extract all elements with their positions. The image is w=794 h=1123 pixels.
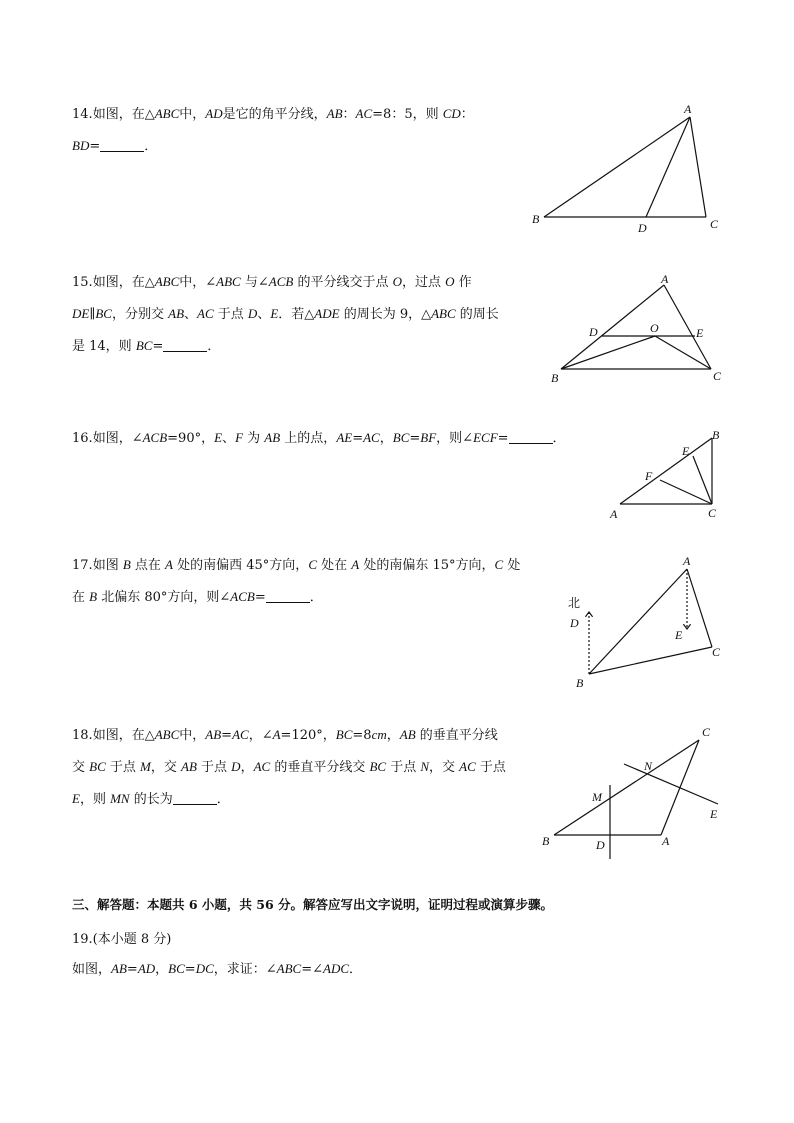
label-e: E	[696, 326, 704, 340]
question-16-line-1: 16.如图，∠ACB=90°，E、F 为 AB 上的点，AE=AC，BC=BF，则∠ECF= ．	[72, 430, 566, 446]
segment-ab	[589, 569, 687, 674]
question-18-line-3: E，则 MN 的长为 ．	[72, 791, 230, 807]
label-b: B	[576, 676, 584, 690]
figure-17	[560, 550, 740, 695]
perp-bisector-ac	[624, 764, 718, 804]
segment-ac	[690, 117, 706, 217]
label-f: F	[645, 469, 653, 483]
segment-bo	[561, 336, 655, 369]
label-d: D	[589, 325, 598, 339]
label-e: E	[682, 444, 690, 458]
question-15-line-1: 15.如图，在△ABC中，∠ABC 与∠ACB 的平分线交于点 O，过点 O 作	[72, 274, 472, 290]
label-c: C	[708, 506, 717, 520]
question-18	[72, 719, 506, 815]
question-17-line-1: 17.如图 B 点在 A 处的南偏西 45°方向，C 处在 A 处的南偏东 15°方向，C 处	[72, 557, 521, 573]
segment-bc	[554, 740, 699, 835]
label-o: O	[650, 321, 659, 335]
segment-ac	[664, 285, 711, 369]
label-a: A	[683, 554, 691, 568]
segment-bc	[589, 647, 712, 674]
question-14-line-1: 14.如图，在△ABC中，AD是它的角平分线，AB：AC=8：5，则 CD：	[72, 106, 474, 122]
question-16	[72, 422, 566, 454]
label-a: A	[684, 102, 692, 116]
question-14-line-2: BD= ．	[72, 138, 158, 154]
question-17-line-2: 在 B 北偏东 80°方向，则∠ACB= ．	[72, 589, 323, 605]
label-d: D	[596, 838, 605, 852]
question-15-line-3: 是 14，则 BC= ．	[72, 338, 221, 354]
answer-blank-18[interactable]	[173, 791, 217, 805]
label-m: M	[592, 790, 602, 804]
answer-blank-17[interactable]	[266, 589, 310, 603]
figure-14	[530, 100, 730, 235]
answer-blank-15[interactable]	[163, 338, 207, 352]
figure-16	[608, 425, 738, 525]
label-c: C	[713, 369, 722, 383]
segment-co	[655, 336, 711, 369]
question-19: 如图，AB=AD，BC=DC，求证：∠ABC=∠ADC．	[72, 961, 363, 977]
label-b: B	[542, 834, 550, 848]
label-c: C	[702, 725, 711, 739]
segment-ab	[620, 438, 712, 504]
label-e: E	[710, 807, 718, 821]
label-a: A	[610, 507, 618, 521]
figure-18	[538, 722, 738, 857]
question-14	[72, 98, 474, 162]
section-3-heading: 三、解答题：本题共 6 小题，共 56 分。解答应写出文字说明，证明过程或演算步骤。	[72, 897, 554, 912]
question-15	[72, 266, 499, 362]
answer-blank-14[interactable]	[100, 138, 144, 152]
question-15-line-2: DE∥BC，分别交 AB、AC 于点 D、E．若△ADE 的周长为 9，△ABC 的周长	[72, 306, 499, 322]
question-19-header: 19.(本小题 8 分)	[72, 932, 172, 947]
question-17	[72, 549, 520, 613]
label-a: A	[662, 834, 670, 848]
label-d: D	[638, 221, 647, 235]
question-18-line-1: 18.如图，在△ABC中，AB=AC，∠A=120°，BC=8cm，AB 的垂直平分线	[72, 727, 498, 743]
label-c: C	[710, 217, 719, 231]
label-e: E	[675, 628, 683, 642]
segment-ab	[561, 285, 664, 369]
label-c: C	[712, 645, 721, 659]
figure-15	[545, 270, 735, 390]
label-b: B	[532, 212, 540, 226]
label-north: 北	[568, 596, 581, 610]
label-b: B	[712, 428, 720, 442]
question-18-line-2: 交 BC 于点 M，交 AB 于点 D，AC 的垂直平分线交 BC 于点 N，交 AC 于点	[72, 759, 506, 775]
label-d: D	[570, 616, 579, 630]
label-n: N	[644, 759, 653, 773]
label-b: B	[551, 371, 559, 385]
label-a: A	[661, 272, 669, 286]
segment-ac	[687, 569, 712, 647]
answer-blank-16[interactable]	[509, 430, 553, 444]
